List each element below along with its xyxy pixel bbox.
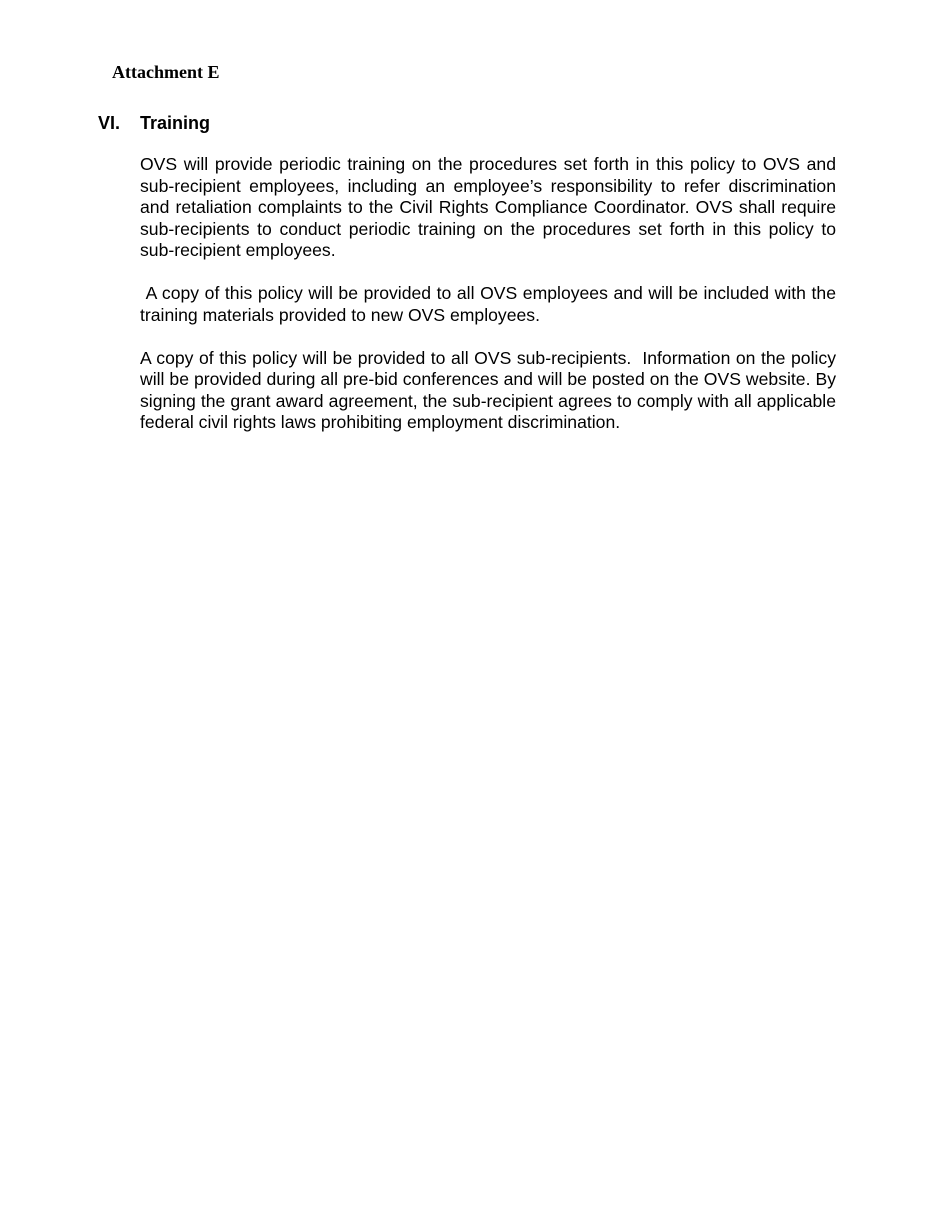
paragraph-subrecipient-copy: A copy of this policy will be provided to all OVS sub-recipients. Information on the policy will be provided during all pre-bid conferences and will be posted on the OVS website. By signing the grant award agreement, the sub-recipient agrees to comply with all applicable federal civil rights laws prohibiting employment discrimination. [140, 347, 841, 432]
section-heading [98, 112, 210, 134]
section-body [140, 154, 841, 455]
section-title: Training [140, 113, 211, 133]
paragraph-employee-copy: A copy of this policy will be provided to all OVS employees and will be included with the training materials provided to new OVS employees. [140, 283, 841, 325]
section-number: VI. [98, 113, 121, 133]
paragraph-training-procedures: OVS will provide periodic training on the procedures set forth in this policy to OVS and sub-recipient employees, including an employee’s responsibility to refer discrimination and retaliation complaints to the Civil Rights Compliance Coordinator. OVS shall require sub-recipients to conduct periodic training on the procedures set forth in this policy to sub-recipient employees. [140, 154, 836, 260]
attachment-label: Attachment E [112, 62, 220, 82]
